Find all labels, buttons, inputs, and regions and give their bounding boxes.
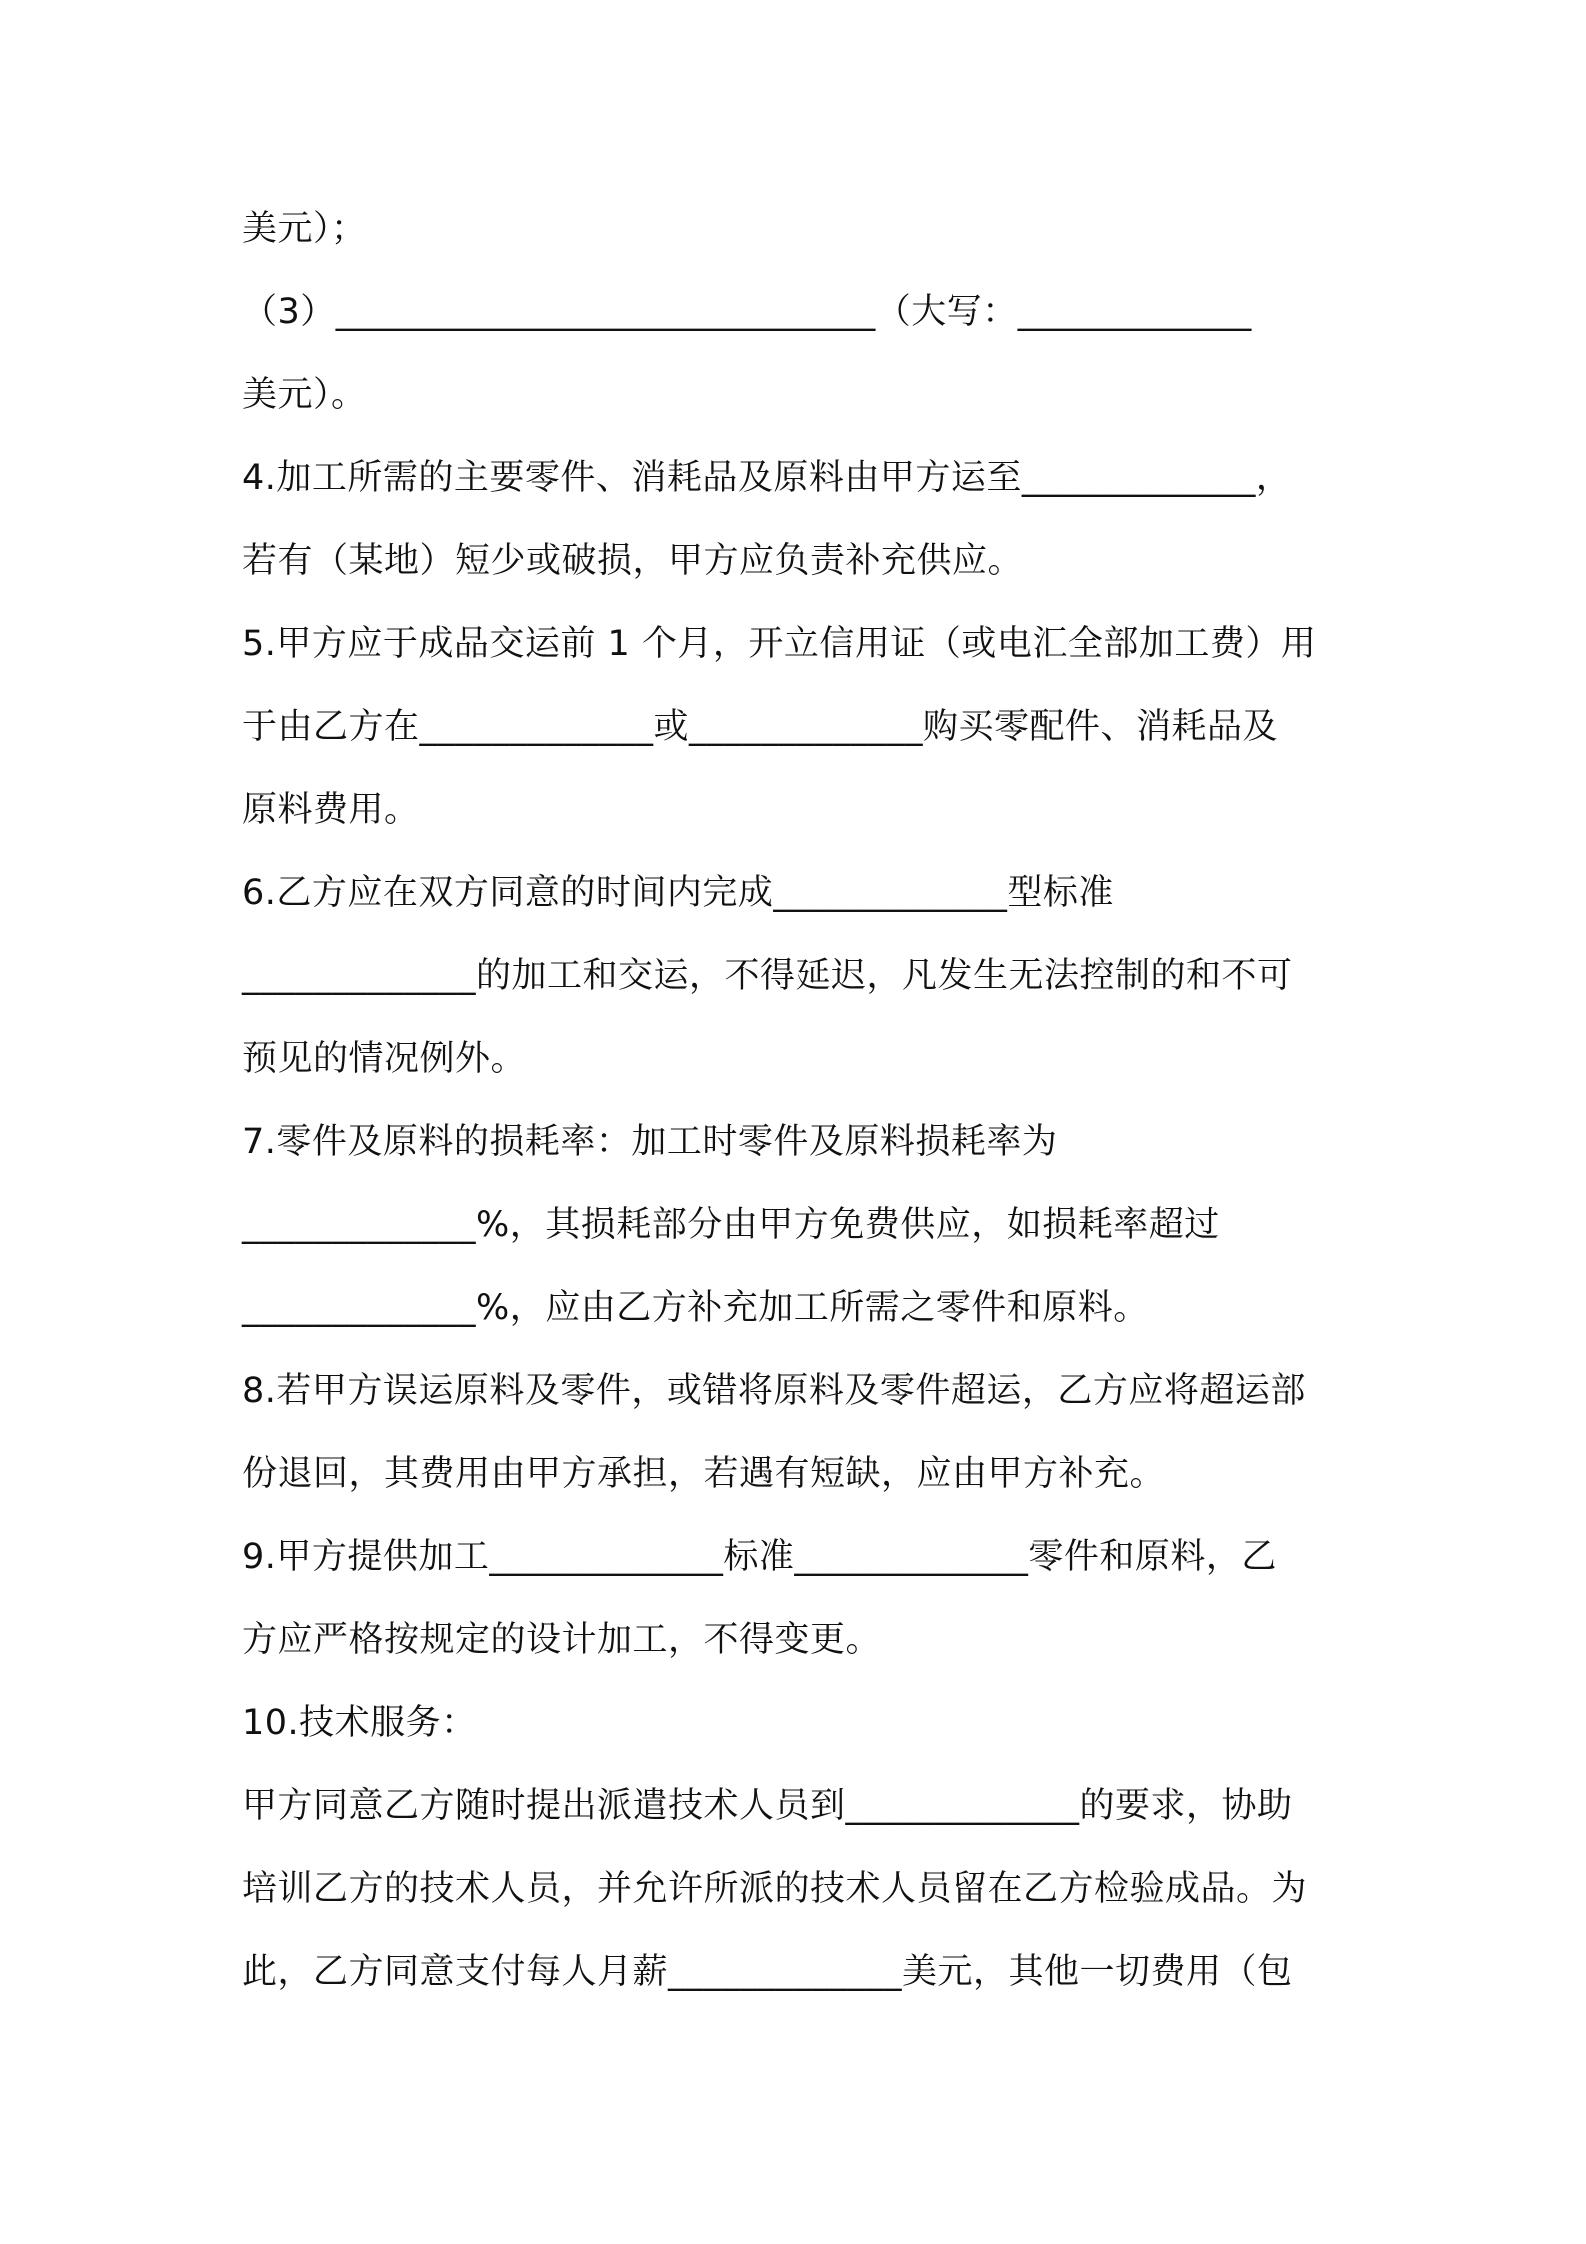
text-line: 美元）。 bbox=[242, 375, 367, 415]
text-line: 美元）； bbox=[242, 209, 367, 249]
text-line: 4.加工所需的主要零件、消耗品及原料由甲方运至_____________， bbox=[242, 458, 1292, 498]
text-line: 方应严格按规定的设计加工，不得变更。 bbox=[242, 1620, 882, 1660]
text-line: _____________%，应由乙方补充加工所需之零件和原料。 bbox=[242, 1288, 1149, 1328]
text-line: 若有（某地）短少或破损，甲方应负责补充供应。 bbox=[242, 541, 1024, 581]
text-line: 份退回，其费用由甲方承担，若遇有短缺，应由甲方补充。 bbox=[242, 1454, 1166, 1494]
text-line: 10.技术服务： bbox=[242, 1703, 477, 1743]
text-line: 于由乙方在_____________或_____________购买零配件、消耗品及 bbox=[242, 707, 1279, 747]
text-line: 6.乙方应在双方同意的时间内完成_____________型标准 bbox=[242, 873, 1114, 913]
text-line: （3）______________________________（大写：_____________ bbox=[242, 292, 1252, 332]
text-line: 5.甲方应于成品交运前 1 个月，开立信用证（或电汇全部加工费）用 bbox=[242, 624, 1317, 664]
text-line: _____________的加工和交运，不得延迟，凡发生无法控制的和不可 bbox=[242, 956, 1293, 996]
text-line: _____________%，其损耗部分由甲方免费供应，如损耗率超过 bbox=[242, 1205, 1220, 1245]
text-line: 预见的情况例外。 bbox=[242, 1039, 527, 1079]
text-line: 原料费用。 bbox=[242, 790, 420, 830]
text-line: 9.甲方提供加工_____________标准_____________零件和原料，乙 bbox=[242, 1537, 1277, 1577]
text-line: 8.若甲方误运原料及零件，或错将原料及零件超运，乙方应将超运部 bbox=[242, 1371, 1306, 1411]
text-line: 此，乙方同意支付每人月薪_____________美元，其他一切费用（包 bbox=[242, 1952, 1293, 1992]
text-line: 培训乙方的技术人员，并允许所派的技术人员留在乙方检验成品。为 bbox=[242, 1869, 1308, 1909]
text-line: 7.零件及原料的损耗率：加工时零件及原料损耗率为 bbox=[242, 1122, 1058, 1162]
text-line: 甲方同意乙方随时提出派遣技术人员到_____________的要求，协助 bbox=[242, 1786, 1293, 1826]
